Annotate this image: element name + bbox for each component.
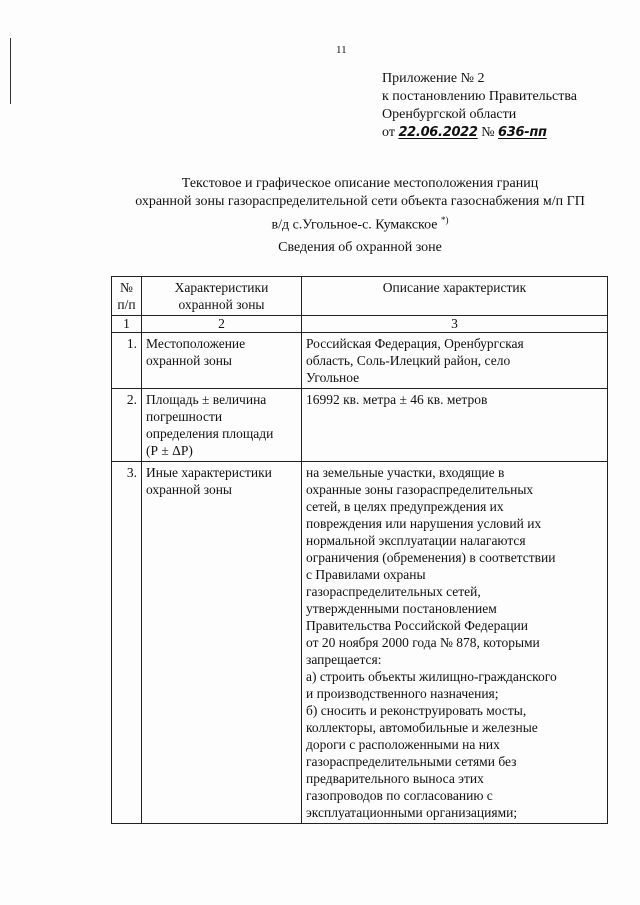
cell-line: Площадь ± величина (146, 392, 267, 407)
header-characteristic-line-1: Характеристики (174, 280, 269, 295)
protection-zone-table (111, 276, 608, 824)
appendix-date-line (382, 124, 577, 142)
header-number-line-1: № (120, 280, 133, 295)
header-characteristic (142, 277, 302, 316)
cell-line: охранной зоны (146, 353, 233, 368)
table-header-row (112, 277, 608, 316)
title-line-1: Текстовое и графическое описание местоположения границ (181, 176, 539, 191)
table-row (112, 389, 608, 462)
header-number-line-2: п/п (117, 297, 136, 312)
cell-line: газопроводов по согласованию с (306, 788, 493, 803)
cell-line: 16992 кв. метра ± 46 кв. метров (306, 392, 488, 407)
cell-line: с Правилами охраны (306, 567, 426, 582)
row-number: 1. (112, 333, 142, 389)
scan-edge-line (10, 38, 11, 104)
footnote-mark: *) (441, 215, 449, 225)
numbering-cell-2: 2 (142, 316, 302, 333)
cell-line: (Р ± ΔР) (146, 443, 193, 458)
cell-line: сетей, в целях предупреждения их (306, 499, 504, 514)
cell-line: эксплуатационными организациями; (306, 805, 518, 820)
header-description: Описание характеристик (302, 277, 608, 316)
handwritten-date: 22.06.2022 (398, 125, 478, 140)
cell-line: утвержденными постановлением (306, 601, 497, 616)
row-characteristic (142, 389, 302, 462)
cell-line: погрешности (146, 409, 223, 424)
cell-line: запрещается: (306, 652, 382, 667)
row-number: 2. (112, 389, 142, 462)
row-description (302, 462, 608, 824)
title-line-3 (80, 211, 640, 235)
title-line-3-text: в/д с.Угольное-с. Кумакское (271, 217, 438, 233)
cell-line: Местоположение (146, 336, 246, 351)
cell-line: газораспределительных сетей, (306, 584, 481, 599)
cell-line: Российская Федерация, Оренбургская (306, 336, 524, 351)
appendix-block (382, 70, 577, 142)
document-title (80, 175, 640, 235)
appendix-title: Приложение № 2 (382, 71, 485, 86)
cell-line: коллекторы, автомобильные и железные (306, 720, 538, 735)
row-number: 3. (112, 462, 142, 824)
cell-line: Угольное (306, 370, 360, 385)
table-row (112, 462, 608, 824)
page-number: 11 (336, 44, 347, 56)
header-characteristic-line-2: охранной зоны (178, 297, 265, 312)
cell-line: на земельные участки, входящие в (306, 465, 505, 480)
handwritten-number: 636-пп (498, 125, 547, 140)
row-characteristic (142, 333, 302, 389)
numbering-cell-3: 3 (302, 316, 608, 333)
title-line-2: охранной зоны газораспределительной сети объекта газоснабжения м/п ГП (135, 194, 585, 209)
cell-line: повреждения или нарушения условий их (306, 516, 542, 531)
cell-line: и производственного назначения; (306, 686, 499, 701)
cell-line: а) строить объекты жилищно-гражданского (306, 669, 557, 684)
cell-line: газораспределительными сетями без (306, 754, 517, 769)
section-subtitle: Сведения об охранной зоне (278, 240, 442, 255)
header-number (112, 277, 142, 316)
appendix-region-line: Оренбургской области (382, 107, 517, 122)
cell-line: нормальной эксплуатации налагаются (306, 533, 526, 548)
cell-line: дороги с расположенными на них (306, 737, 500, 752)
row-description (302, 333, 608, 389)
table-numbering-row (112, 316, 608, 333)
cell-line: охранные зоны газораспределительных (306, 482, 534, 497)
cell-line: определения площади (146, 426, 274, 441)
cell-line: охранной зоны (146, 482, 233, 497)
cell-line: Иные характеристики (146, 465, 272, 480)
cell-line: от 20 ноября 2000 года № 878, которыми (306, 635, 540, 650)
cell-line: предварительного выноса этих (306, 771, 484, 786)
appendix-decree-line: к постановлению Правительства (382, 89, 578, 104)
cell-line: область, Соль-Илецкий район, село (306, 353, 511, 368)
date-prefix: от (382, 125, 395, 140)
number-prefix: № (481, 125, 495, 140)
numbering-cell-1: 1 (112, 316, 142, 333)
row-description (302, 389, 608, 462)
row-characteristic (142, 462, 302, 824)
cell-line: б) сносить и реконструировать мосты, (306, 703, 527, 718)
table-row (112, 333, 608, 389)
cell-line: ограничения (обременения) в соответствии (306, 550, 556, 565)
cell-line: Правительства Российской Федерации (306, 618, 528, 633)
